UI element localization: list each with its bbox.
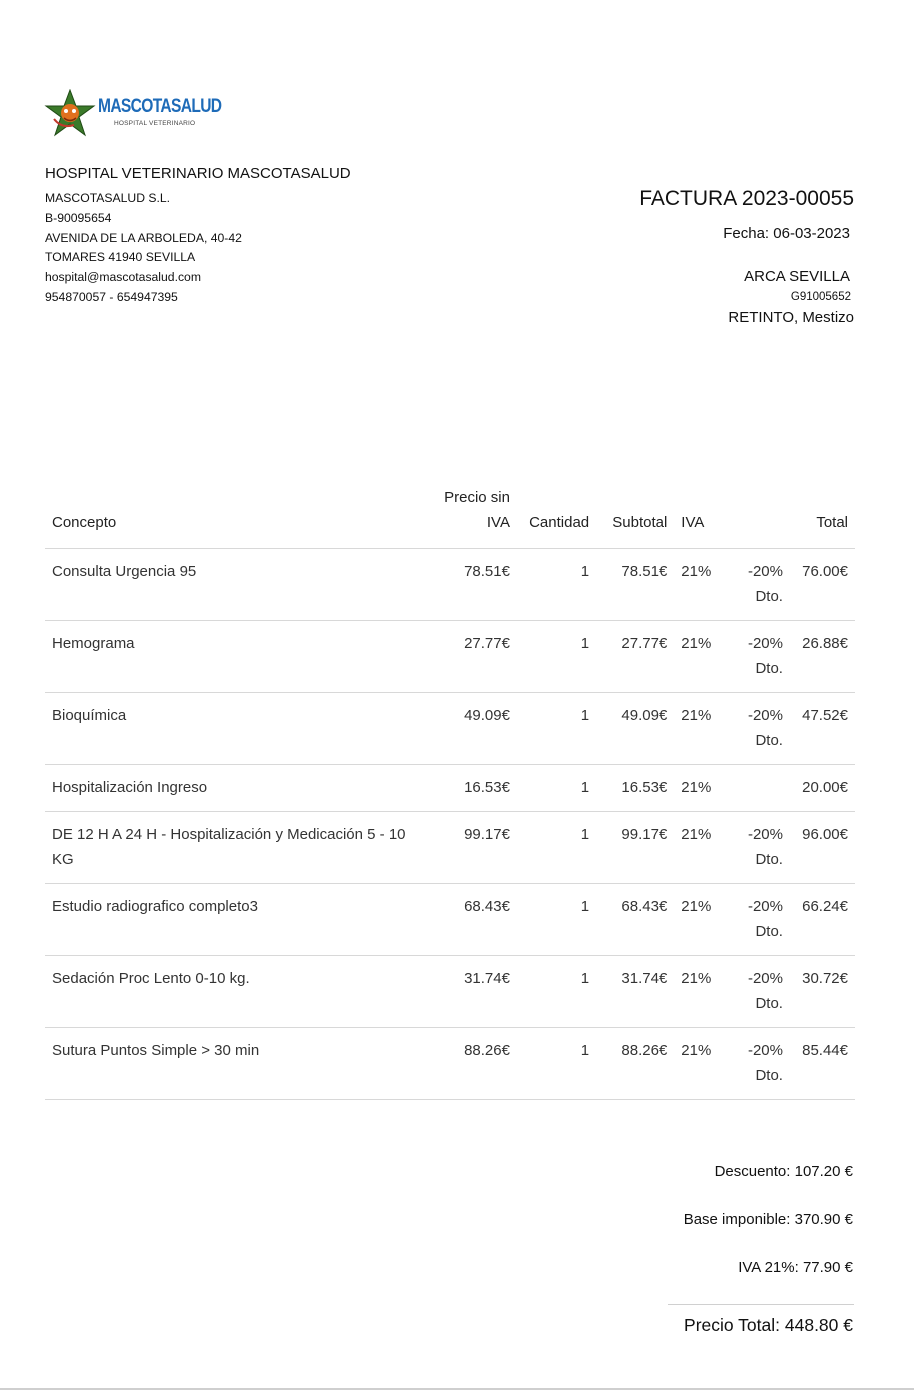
totals-divider bbox=[668, 1304, 854, 1305]
table-row bbox=[45, 621, 855, 693]
row-dto-label: Dto. bbox=[755, 732, 783, 749]
clinic-city: TOMARES 41940 SEVILLA bbox=[45, 250, 196, 265]
row-subtotal: 88.26€ bbox=[596, 1028, 674, 1100]
row-iva: 21% bbox=[674, 884, 735, 956]
clinic-phones: 954870057 - 654947395 bbox=[45, 289, 178, 304]
invoice-header bbox=[639, 187, 854, 242]
row-subtotal: 16.53€ bbox=[596, 765, 674, 812]
row-iva: 21% bbox=[674, 549, 735, 621]
row-dto-label: Dto. bbox=[755, 923, 783, 940]
row-dto-label: Dto. bbox=[755, 995, 783, 1012]
header-precio bbox=[435, 485, 517, 549]
row-dto-label: Dto. bbox=[755, 1067, 783, 1084]
row-iva: 21% bbox=[674, 693, 735, 765]
row-dto-label: Dto. bbox=[755, 660, 783, 677]
table-row bbox=[45, 549, 855, 621]
row-total: 66.24€ bbox=[790, 884, 855, 956]
client-pet: RETINTO, Mestizo bbox=[728, 309, 854, 326]
row-descuento bbox=[735, 621, 790, 693]
row-descuento bbox=[735, 693, 790, 765]
row-descuento bbox=[735, 1028, 790, 1100]
table-row bbox=[45, 812, 855, 884]
logo-subtitle: HOSPITAL VETERINARIO bbox=[114, 120, 196, 127]
row-cantidad: 1 bbox=[517, 956, 596, 1028]
row-descuento bbox=[735, 765, 790, 812]
row-concepto: Estudio radiografico completo3 bbox=[45, 884, 435, 956]
row-concepto: Hospitalización Ingreso bbox=[45, 765, 435, 812]
row-dto-value: -20% bbox=[747, 970, 783, 987]
row-dto-value: -20% bbox=[747, 1042, 783, 1059]
row-concepto: DE 12 H A 24 H - Hospitalización y Medicación 5 - 10 KG bbox=[45, 812, 435, 884]
header-iva: IVA bbox=[674, 485, 735, 549]
table-row bbox=[45, 884, 855, 956]
row-total: 47.52€ bbox=[790, 693, 855, 765]
row-precio: 16.53€ bbox=[435, 765, 517, 812]
row-iva: 21% bbox=[674, 812, 735, 884]
row-subtotal: 27.77€ bbox=[596, 621, 674, 693]
row-cantidad: 1 bbox=[517, 621, 596, 693]
clinic-email: hospital@mascotasalud.com bbox=[45, 270, 201, 285]
row-cantidad: 1 bbox=[517, 549, 596, 621]
row-total: 76.00€ bbox=[790, 549, 855, 621]
clinic-logo bbox=[44, 89, 222, 137]
row-dto-value: -20% bbox=[747, 563, 783, 580]
row-cantidad: 1 bbox=[517, 1028, 596, 1100]
row-concepto: Sutura Puntos Simple > 30 min bbox=[45, 1028, 435, 1100]
row-descuento bbox=[735, 956, 790, 1028]
row-cantidad: 1 bbox=[517, 884, 596, 956]
header-precio-line1: Precio sin bbox=[444, 489, 510, 506]
row-dto-label: Dto. bbox=[755, 851, 783, 868]
row-iva: 21% bbox=[674, 956, 735, 1028]
row-precio: 78.51€ bbox=[435, 549, 517, 621]
row-descuento bbox=[735, 884, 790, 956]
row-subtotal: 78.51€ bbox=[596, 549, 674, 621]
logo-wordmark: MASCOTASALUD bbox=[98, 96, 222, 117]
clinic-company: MASCOTASALUD S.L. bbox=[45, 191, 171, 205]
row-concepto: Consulta Urgencia 95 bbox=[45, 549, 435, 621]
client-id: G91005652 bbox=[790, 291, 851, 303]
row-total: 96.00€ bbox=[790, 812, 855, 884]
row-concepto: Bioquímica bbox=[45, 693, 435, 765]
row-dto-value: -20% bbox=[747, 898, 783, 915]
row-iva: 21% bbox=[674, 765, 735, 812]
table-row bbox=[45, 956, 855, 1028]
row-cantidad: 1 bbox=[517, 693, 596, 765]
header-cantidad: Cantidad bbox=[517, 485, 596, 549]
header-subtotal: Subtotal bbox=[596, 485, 674, 549]
row-descuento bbox=[735, 812, 790, 884]
row-concepto: Sedación Proc Lento 0-10 kg. bbox=[45, 956, 435, 1028]
row-total: 30.72€ bbox=[790, 956, 855, 1028]
clinic-info bbox=[45, 165, 351, 308]
taxable-base: Base imponible: 370.90 € bbox=[683, 1211, 853, 1228]
clinic-name: HOSPITAL VETERINARIO MASCOTASALUD bbox=[45, 165, 351, 182]
star-mascot-icon bbox=[44, 89, 96, 137]
clinic-address: AVENIDA DE LA ARBOLEDA, 40-42 bbox=[45, 230, 242, 245]
row-dto-value: -20% bbox=[747, 826, 783, 843]
header-precio-line2: IVA bbox=[486, 514, 510, 531]
row-precio: 88.26€ bbox=[435, 1028, 517, 1100]
row-dto-value: -20% bbox=[747, 635, 783, 652]
table-row bbox=[45, 765, 855, 812]
row-descuento bbox=[735, 549, 790, 621]
client-info bbox=[728, 268, 854, 326]
client-name: ARCA SEVILLA bbox=[744, 268, 850, 285]
invoice-items-table bbox=[45, 485, 855, 1100]
clinic-cif: B-90095654 bbox=[45, 210, 112, 225]
row-precio: 49.09€ bbox=[435, 693, 517, 765]
row-precio: 27.77€ bbox=[435, 621, 517, 693]
row-concepto: Hemograma bbox=[45, 621, 435, 693]
row-precio: 99.17€ bbox=[435, 812, 517, 884]
invoice-date: Fecha: 06-03-2023 bbox=[723, 225, 850, 242]
row-iva: 21% bbox=[674, 1028, 735, 1100]
row-cantidad: 1 bbox=[517, 812, 596, 884]
table-row bbox=[45, 693, 855, 765]
row-iva: 21% bbox=[674, 621, 735, 693]
row-total: 20.00€ bbox=[790, 765, 855, 812]
row-dto-label: Dto. bbox=[755, 588, 783, 605]
row-subtotal: 99.17€ bbox=[596, 812, 674, 884]
row-total: 85.44€ bbox=[790, 1028, 855, 1100]
row-subtotal: 68.43€ bbox=[596, 884, 674, 956]
vat-amount: IVA 21%: 77.90 € bbox=[738, 1259, 853, 1276]
header-descuento bbox=[735, 485, 790, 549]
row-subtotal: 49.09€ bbox=[596, 693, 674, 765]
discount-total: Descuento: 107.20 € bbox=[714, 1163, 853, 1180]
table-row bbox=[45, 1028, 855, 1100]
row-cantidad: 1 bbox=[517, 765, 596, 812]
invoice-title: FACTURA 2023-00055 bbox=[639, 187, 854, 210]
grand-total: Precio Total: 448.80 € bbox=[684, 1315, 853, 1335]
row-subtotal: 31.74€ bbox=[596, 956, 674, 1028]
table-header-row bbox=[45, 485, 855, 549]
row-precio: 31.74€ bbox=[435, 956, 517, 1028]
header-total: Total bbox=[790, 485, 855, 549]
row-total: 26.88€ bbox=[790, 621, 855, 693]
header-concepto: Concepto bbox=[45, 485, 435, 549]
row-precio: 68.43€ bbox=[435, 884, 517, 956]
totals-summary bbox=[684, 1160, 853, 1304]
row-dto-value: -20% bbox=[747, 707, 783, 724]
